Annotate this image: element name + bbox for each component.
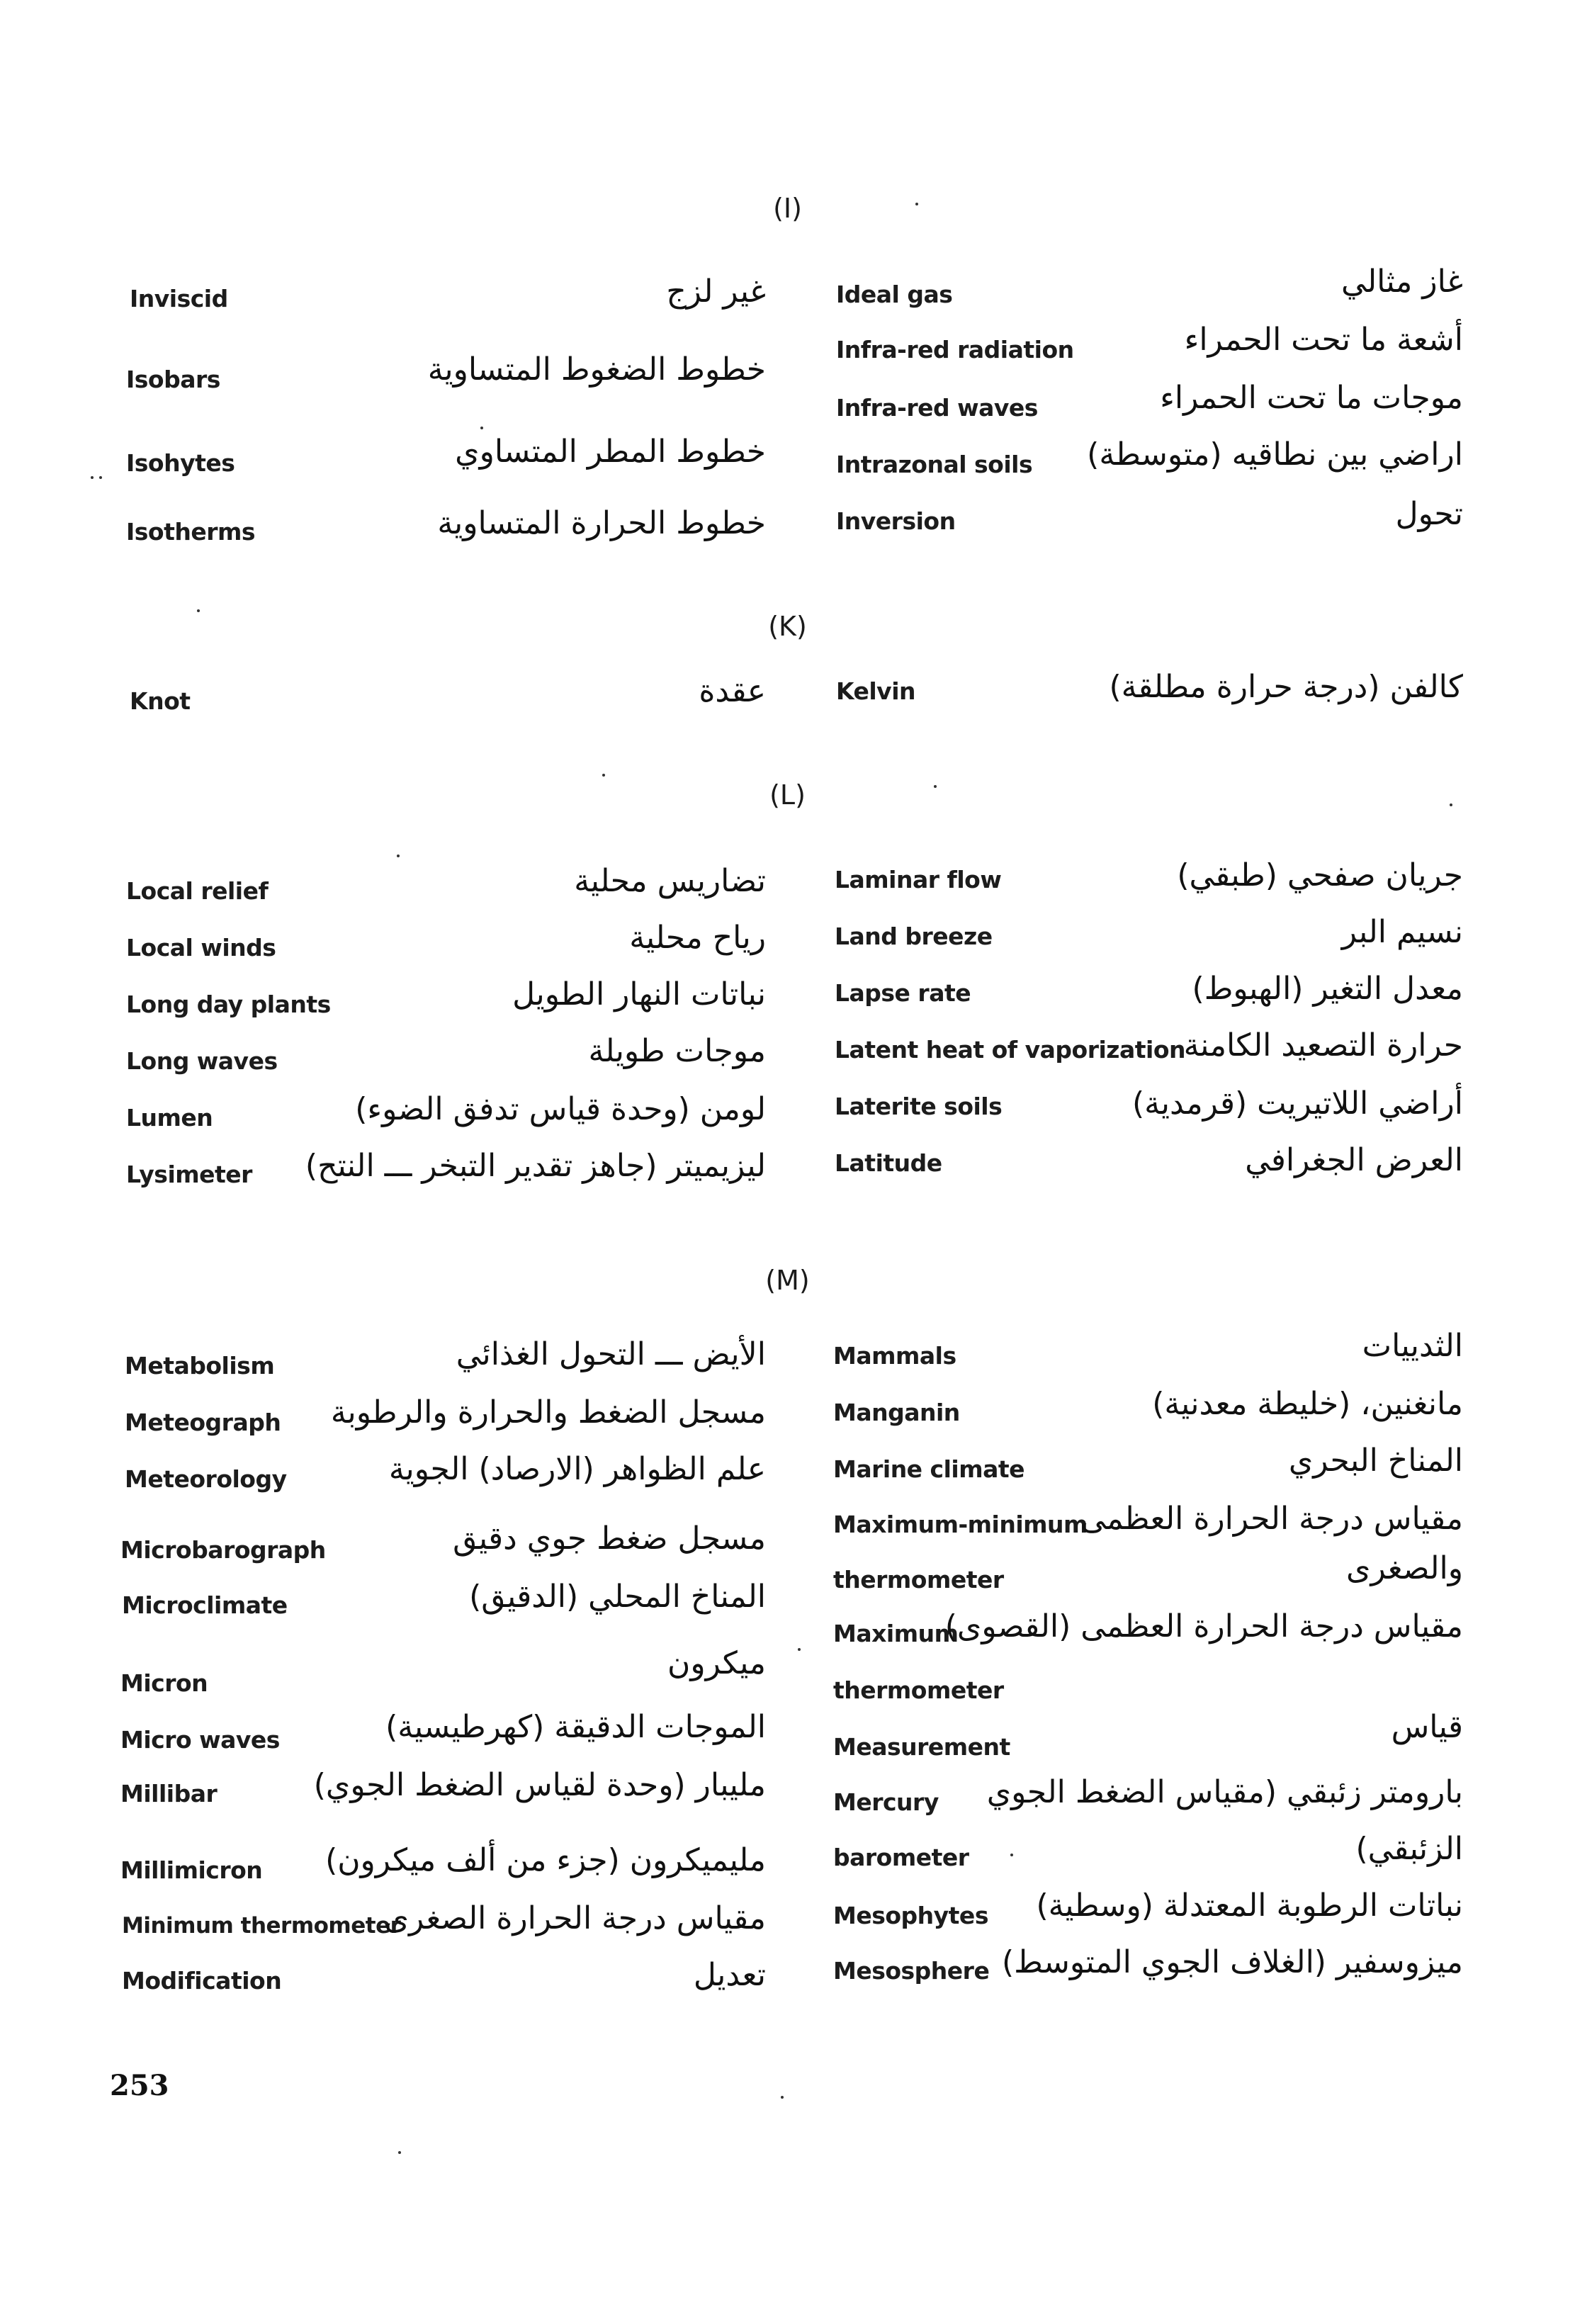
- glossary-term-en: Infra-red radiation: [836, 336, 1074, 363]
- scan-speck: [781, 2096, 784, 2099]
- glossary-term-ar: مقياس درجة الحرارة العظمى: [1080, 1501, 1463, 1537]
- glossary-term-ar: الأيض ـــ التحول الغذائي: [456, 1336, 766, 1372]
- glossary-term-ar: نباتات النهار الطويل: [512, 976, 766, 1012]
- glossary-term-ar: غير لزج: [666, 273, 766, 310]
- glossary-term-ar: نباتات الرطوبة المعتدلة (وسطية): [1036, 1888, 1463, 1924]
- glossary-term-ar-continuation: والصغرى: [1346, 1550, 1463, 1586]
- page-number: 253: [110, 2069, 169, 2102]
- glossary-term-en: Latitude: [835, 1149, 942, 1177]
- glossary-term-en: Mercury: [833, 1788, 939, 1816]
- glossary-term-en: Minimum thermometer: [122, 1913, 401, 1939]
- glossary-term-en: Millimicron: [120, 1856, 263, 1884]
- glossary-term-en: Inversion: [836, 507, 956, 535]
- glossary-term-en: Intrazonal soils: [836, 451, 1033, 478]
- glossary-term-ar: مليبار (وحدة لقياس الضغط الجوي): [313, 1767, 766, 1803]
- glossary-term-ar: حرارة التصعيد الكامنة: [1183, 1027, 1463, 1064]
- section-heading-k: (K): [768, 611, 807, 642]
- section-heading-m: (M): [765, 1265, 810, 1296]
- glossary-term-ar: المناخ المحلي (الدقيق): [469, 1579, 766, 1615]
- glossary-term-en: Land breeze: [835, 923, 993, 950]
- glossary-term-ar: خطوط المطر المتساوي: [455, 434, 766, 470]
- glossary-term-ar: موجات طويلة: [588, 1033, 766, 1069]
- glossary-term-en-continuation: thermometer: [833, 1566, 1004, 1593]
- glossary-term-ar: رياح محلية: [629, 920, 766, 956]
- glossary-term-ar: تعديل: [693, 1957, 766, 1993]
- glossary-term-en: Knot: [130, 687, 191, 715]
- glossary-term-ar: غاز مثالي: [1341, 264, 1463, 300]
- glossary-term-en: Laterite soils: [835, 1093, 1003, 1120]
- section-heading-i: (I): [773, 193, 802, 224]
- scan-speck: [99, 476, 102, 479]
- glossary-term-en: Micro waves: [120, 1726, 280, 1754]
- glossary-term-ar: الثدييات: [1362, 1328, 1463, 1364]
- glossary-term-en: Isobars: [126, 366, 220, 393]
- glossary-term-ar-continuation: الزئبقي): [1355, 1831, 1463, 1867]
- scan-speck: [934, 785, 937, 788]
- scan-speck: [1450, 803, 1452, 806]
- glossary-term-en: Long day plants: [126, 991, 331, 1018]
- glossary-term-en: Local winds: [126, 934, 276, 961]
- glossary-term-ar: علم الظواهر (الارصاد) الجوية: [388, 1451, 766, 1487]
- glossary-term-ar: نسيم البر: [1341, 914, 1463, 950]
- glossary-term-en: Measurement: [833, 1733, 1010, 1761]
- glossary-term-ar: تضاريس محلية: [574, 863, 766, 899]
- glossary-term-en: Long waves: [126, 1047, 278, 1075]
- scan-speck: [1010, 1854, 1013, 1856]
- glossary-term-ar: جريان صفحي (طبقي): [1177, 857, 1463, 893]
- scan-speck: [915, 203, 918, 205]
- glossary-term-ar: بارومتر زئبقي (مقياس الضغط الجوي: [986, 1774, 1463, 1810]
- glossary-term-en: Mesosphere: [833, 1957, 990, 1985]
- glossary-term-ar: ميكرون: [667, 1645, 766, 1681]
- glossary-term-ar: مسجل ضغط جوي دقيق: [453, 1521, 766, 1557]
- glossary-term-ar: الموجات الدقيقة (كهرطيسية): [385, 1709, 766, 1745]
- glossary-term-ar: العرض الجغرافي: [1245, 1142, 1463, 1178]
- glossary-term-en-continuation: thermometer: [833, 1676, 1004, 1704]
- glossary-term-en: Latent heat of vaporization: [835, 1036, 1186, 1064]
- glossary-term-en: Inviscid: [130, 285, 228, 312]
- glossary-term-en: Kelvin: [836, 677, 916, 705]
- glossary-term-ar: اراضي بين نطاقيه (متوسطة): [1087, 436, 1463, 473]
- glossary-term-ar: ميزوسفير (الغلاف الجوي المتوسط): [1002, 1944, 1463, 1980]
- glossary-term-ar: مليميكرون (جزء من ألف ميكرون): [325, 1842, 766, 1878]
- glossary-term-en: Micron: [120, 1669, 208, 1697]
- glossary-term-ar: تحول: [1395, 496, 1463, 532]
- scan-speck: [397, 854, 400, 857]
- scan-speck: [91, 476, 94, 479]
- glossary-term-ar: المناخ البحري: [1288, 1443, 1463, 1479]
- glossary-term-ar: مسجل الضغط والحرارة والرطوبة: [330, 1394, 766, 1431]
- glossary-term-en: Microbarograph: [120, 1536, 326, 1564]
- glossary-term-en: Mammals: [833, 1342, 956, 1370]
- glossary-term-en: Meteorology: [125, 1465, 287, 1493]
- glossary-term-en: Isohytes: [126, 449, 235, 477]
- glossary-term-ar: مقياس درجة الحرارة العظمى (القصوى): [944, 1608, 1463, 1645]
- glossary-term-en: Maximum-minimum: [833, 1511, 1088, 1538]
- glossary-term-ar: خطوط الحرارة المتساوية: [437, 505, 766, 541]
- glossary-term-ar: ليزيميتر (جاهز تقدير التبخر ـــ النتح): [305, 1148, 766, 1184]
- glossary-term-ar: عقدة: [699, 673, 766, 709]
- glossary-term-en: Mesophytes: [833, 1902, 988, 1929]
- glossary-term-en: Lapse rate: [835, 979, 971, 1007]
- glossary-term-en: Modification: [122, 1967, 282, 1995]
- glossary-term-en: Infra-red waves: [836, 394, 1038, 422]
- glossary-term-en: Isotherms: [126, 518, 256, 546]
- glossary-term-ar: معدل التغير (الهبوط): [1192, 971, 1463, 1007]
- scan-speck: [197, 609, 200, 612]
- glossary-term-en: Millibar: [120, 1780, 218, 1807]
- scan-speck: [480, 427, 483, 429]
- glossary-term-en-continuation: barometer: [833, 1844, 969, 1871]
- glossary-term-en: Meteograph: [125, 1409, 281, 1436]
- glossary-term-en: Laminar flow: [835, 866, 1002, 893]
- glossary-term-ar: لومن (وحدة قياس تدفق الضوء): [355, 1091, 766, 1127]
- glossary-term-en: Lysimeter: [126, 1161, 252, 1188]
- glossary-term-en: Microclimate: [122, 1591, 288, 1619]
- glossary-term-en: Local relief: [126, 877, 269, 905]
- glossary-term-en: Metabolism: [125, 1352, 275, 1380]
- section-heading-l: (L): [769, 779, 806, 811]
- scan-speck: [602, 774, 605, 777]
- scan-speck: [398, 2151, 401, 2154]
- glossary-term-ar: قياس: [1391, 1709, 1463, 1745]
- glossary-term-en: Ideal gas: [836, 281, 953, 308]
- glossary-term-en: Marine climate: [833, 1455, 1025, 1483]
- glossary-term-en: Maximum: [833, 1620, 959, 1647]
- glossary-term-ar: مقياس درجة الحرارة الصغرى: [384, 1900, 766, 1936]
- scan-speck: [798, 1648, 801, 1651]
- glossary-term-ar: أشعة ما تحت الحمراء: [1184, 322, 1463, 358]
- glossary-term-ar: مانغنين، (خليطة معدنية): [1152, 1386, 1463, 1422]
- glossary-term-ar: خطوط الضغوط المتساوية: [427, 351, 766, 388]
- glossary-term-ar: كالفن (درجة حرارة مطلقة): [1109, 669, 1463, 705]
- glossary-term-ar: موجات ما تحت الحمراء: [1160, 380, 1463, 416]
- glossary-term-ar: أراضي اللاتيريت (قرمدية): [1132, 1085, 1463, 1122]
- glossary-term-en: Manganin: [833, 1399, 960, 1426]
- glossary-term-en: Lumen: [126, 1104, 213, 1132]
